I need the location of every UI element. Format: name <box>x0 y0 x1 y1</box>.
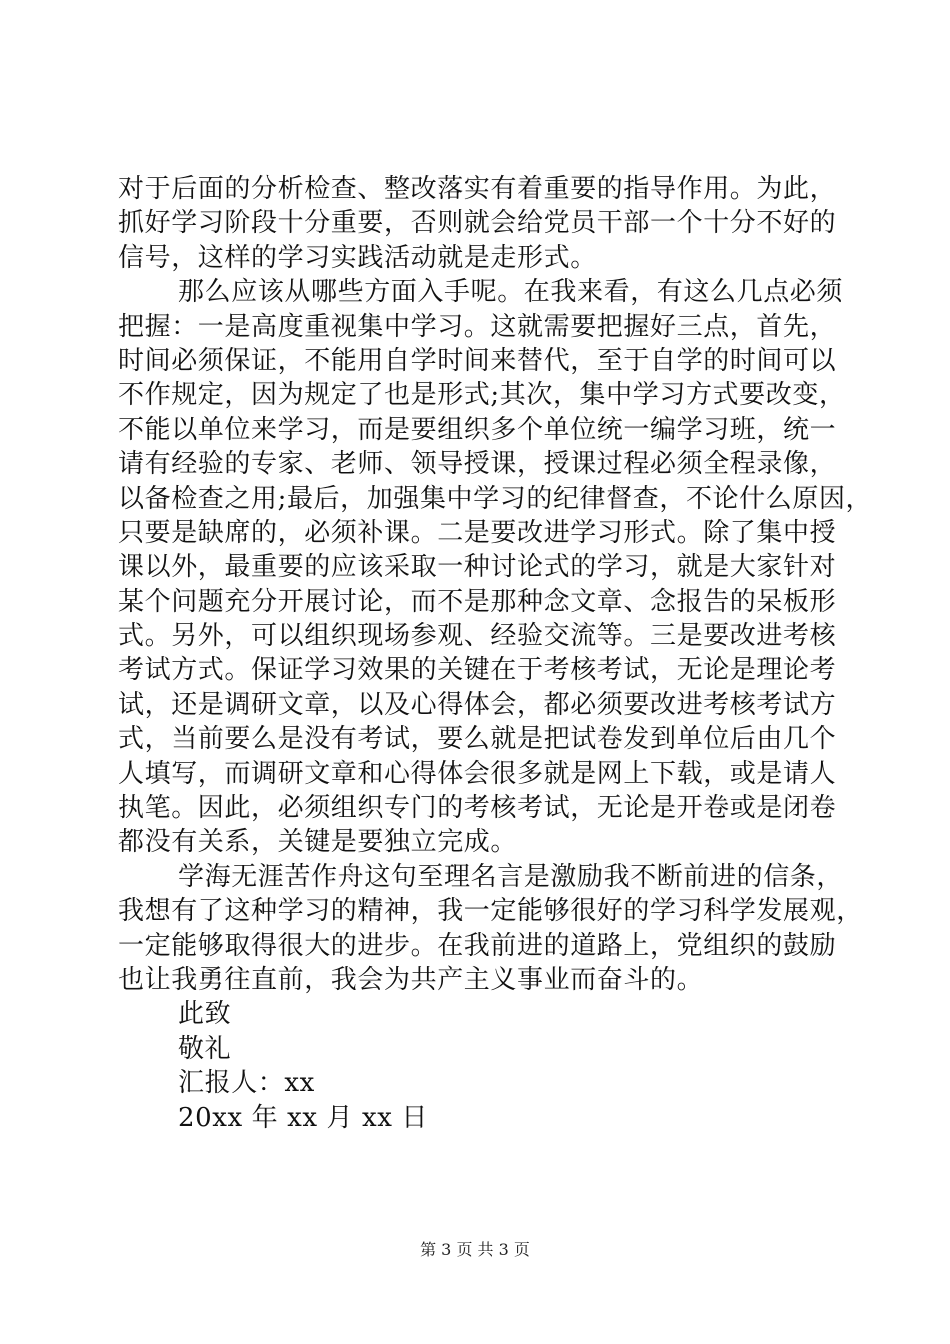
page-footer: 第 3 页 共 3 页 <box>420 1240 530 1259</box>
text-line: 信号，这样的学习实践活动就是走形式。 <box>118 242 597 273</box>
text-line: 我想有了这种学习的精神，我一定能够很好的学习科学发展观， <box>118 896 863 927</box>
closing-regards: 敬礼 <box>178 1033 232 1064</box>
paragraph-start-line: 那么应该从哪些方面入手呢。在我来看，有这么几点必须 <box>178 277 844 308</box>
text-line: 也让我勇往直前，我会为共产主义事业而奋斗的。 <box>118 964 704 995</box>
body-text <box>118 172 873 1135</box>
text-line: 式。另外，可以组织现场参观、经验交流等。三是要改进考核 <box>118 621 837 652</box>
text-line: 执笔。因此，必须组织专门的考核考试，无论是开卷或是闭卷 <box>118 793 837 824</box>
text-line: 抓好学习阶段十分重要，否则就会给党员干部一个十分不好的 <box>118 208 837 239</box>
text-line: 请有经验的专家、老师、领导授课，授课过程必须全程录像， <box>118 449 837 480</box>
text-line: 都没有关系，关键是要独立完成。 <box>118 827 518 858</box>
text-line: 课以外，最重要的应该采取一种讨论式的学习，就是大家针对 <box>118 552 837 583</box>
text-line: 不能以单位来学习，而是要组织多个单位统一编学习班，统一 <box>118 414 837 445</box>
text-line: 试，还是调研文章，以及心得体会，都必须要改进考核考试方 <box>118 689 837 720</box>
reporter-signature: 汇报人：xx <box>178 1068 315 1099</box>
text-line: 某个问题充分开展讨论，而不是那种念文章、念报告的呆板形 <box>118 586 837 617</box>
text-line: 式，当前要么是没有考试，要么就是把试卷发到单位后由几个 <box>118 724 837 755</box>
paragraph-start-line: 学海无涯苦作舟这句至理名言是激励我不断前进的信条， <box>178 861 844 892</box>
text-line: 不作规定，因为规定了也是形式;其次，集中学习方式要改变， <box>118 380 846 411</box>
text-line: 人填写，而调研文章和心得体会很多就是网上下载，或是请人 <box>118 758 837 789</box>
text-line: 对于后面的分析检查、整改落实有着重要的指导作用。为此， <box>118 174 837 204</box>
text-line: 只要是缺席的，必须补课。二是要改进学习形式。除了集中授 <box>118 517 837 548</box>
text-line: 以备检查之用;最后，加强集中学习的纪律督查，不论什么原因， <box>118 483 873 514</box>
closing-salutation: 此致 <box>178 999 232 1030</box>
text-line: 考试方式。保证学习效果的关键在于考核考试，无论是理论考 <box>118 655 837 686</box>
text-line: 一定能够取得很大的进步。在我前进的道路上，党组织的鼓励 <box>118 930 837 961</box>
text-line: 时间必须保证，不能用自学时间来替代，至于自学的时间可以 <box>118 345 837 376</box>
text-line: 把握：一是高度重视集中学习。这就需要把握好三点，首先， <box>118 311 837 342</box>
report-date: 20xx 年 xx 月 xx 日 <box>178 1102 428 1133</box>
